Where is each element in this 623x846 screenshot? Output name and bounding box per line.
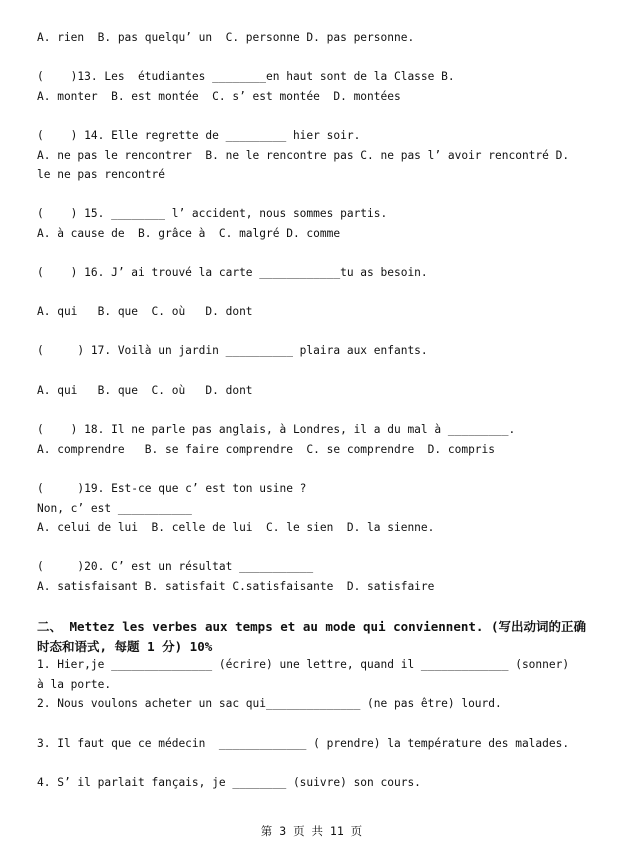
line-q17-options: A. qui B. que C. où D. dont (37, 384, 253, 397)
page-footer: 第 3 页 共 11 页 (260, 824, 363, 838)
section-title: 二、 Mettez les verbes aux temps et au mode qui conviennent. (写出动词的正确时态和语式, 每题 1 分) 10% (37, 619, 586, 654)
line-q15-options: A. à cause de B. grâce à C. malgré D. comme (37, 227, 341, 240)
line-q13-options: A. monter B. est montée C. s’ est montée D. montées (37, 90, 401, 103)
line-q12-options: A. rien B. pas quelqu’ un C. personne D. pas personne. (37, 31, 415, 44)
line-v4: 4. S’ il parlait fançais, je ________ (suivre) son cours. (37, 776, 421, 789)
line-q19-prompt: Non, c’ est ___________ (37, 502, 192, 515)
line-q13-question: ( )13. Les étudiantes ________en haut sont de la Classe B. (37, 70, 455, 83)
line-q18-options: A. comprendre B. se faire comprendre C. se comprendre D. compris (37, 443, 496, 456)
line-q15-question: ( ) 15. ________ l’ accident, nous sommes partis. (37, 207, 388, 220)
line-v1: 1. Hier,je _______________ (écrire) une lettre, quand il _____________ (sonner) (37, 658, 570, 671)
line-q19-options: A. celui de lui B. celle de lui C. le sien D. la sienne. (37, 521, 435, 534)
line-q20-options: A. satisfaisant B. satisfait C.satisfaisante D. satisfaire (37, 580, 435, 593)
line-v2: 2. Nous voulons acheter un sac qui______________ (ne pas être) lourd. (37, 697, 502, 710)
line-q14-options-cont: le ne pas rencontré (37, 168, 165, 181)
line-v1-cont: à la porte. (37, 678, 112, 691)
line-q16-options: A. qui B. que C. où D. dont (37, 305, 253, 318)
line-q16-question: ( ) 16. J’ ai trouvé la carte ____________tu as besoin. (37, 266, 428, 279)
line-v3: 3. Il faut que ce médecin _____________ ( prendre) la température des malades. (37, 737, 570, 750)
line-q19-question: ( )19. Est-ce que c’ est ton usine ? (37, 482, 307, 495)
line-q14-options: A. ne pas le rencontrer B. ne le rencontre pas C. ne pas l’ avoir rencontré D. (37, 149, 570, 162)
line-q17-question: ( ) 17. Voilà un jardin __________ plaira aux enfants. (37, 344, 428, 357)
line-q20-question: ( )20. C’ est un résultat ___________ (37, 560, 314, 573)
line-q18-question: ( ) 18. Il ne parle pas anglais, à Londres, il a du mal à _________. (37, 423, 516, 436)
line-q14-question: ( ) 14. Elle regrette de _________ hier soir. (37, 129, 361, 142)
